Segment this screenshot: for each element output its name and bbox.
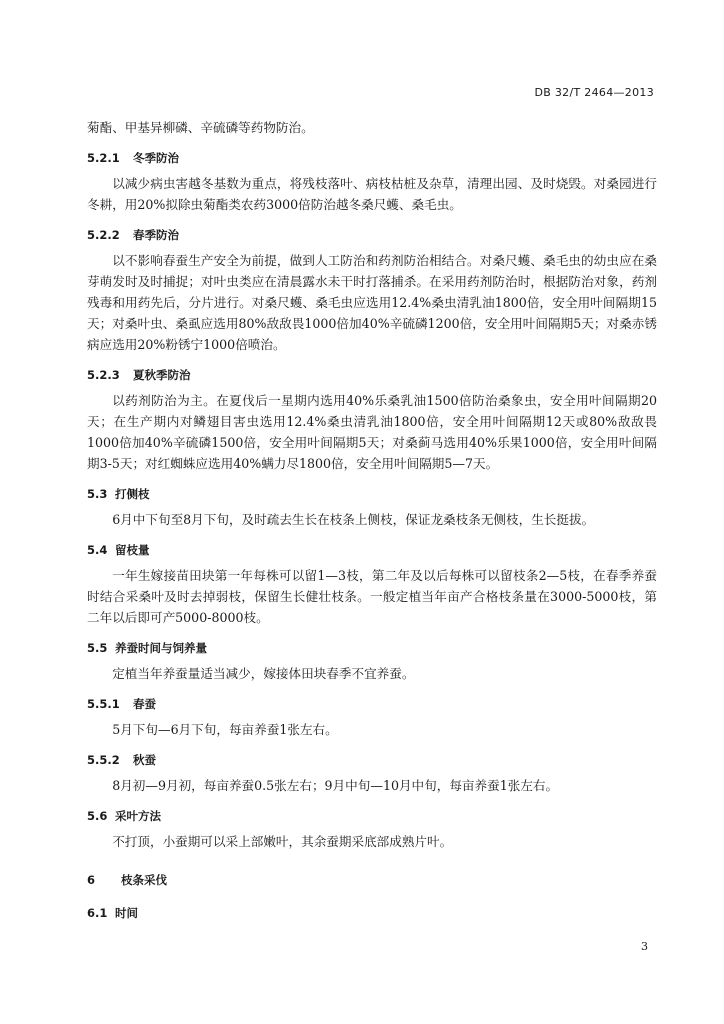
paragraph: 5月下旬—6月下旬，每亩养蚕1张左右。 [112,722,338,737]
section-heading-5-3 [87,484,657,505]
section-heading-5-2-2 [87,225,657,246]
section-number: 5.5.1 [87,697,120,711]
paragraph: 不打顶，小蚕期可以采上部嫩叶，其余蚕期采底部成熟片叶。 [112,834,453,849]
section-title: 养蚕时间与饲养量 [115,641,207,655]
paragraph: 以药剂防治为主。在夏伐后一星期内选用40%乐桑乳油1500倍防治桑象虫，安全用叶间隔期20天；在生产期内对鳞翅目害虫选用12.4%桑虫清乳油1800倍，安全用叶间隔期12天或80%敌敌畏1000倍加40%辛硫磷1500倍，安全用叶间隔期5天；对桑蓟马选用40%乐果1000倍，安全用叶间隔期3-5天；对红蜘蛛应选用40%螨力尽1800倍，安全用叶间隔期5—7天。 [87,393,657,471]
section-number: 6.1 [87,906,108,920]
paragraph: 以不影响春蚕生产安全为前提，做到人工防治和药剂防治相结合。对桑尺蠖、桑毛虫的幼虫应在桑芽萌发时及时捕捉；对叶虫类应在清晨露水未干时打落捕杀。在采用药剂防治时，根据防治对象，药剂残毒和用药先后，分片进行。对桑尺蠖、桑毛虫应选用12.4%桑虫清乳油1800倍，安全用叶间隔期15天；对桑叶虫、桑虱应选用80%敌敌畏1000倍加40%辛硫磷1200倍，安全用叶间隔期5天；对桑赤锈病应选用20%粉锈宁1000倍喷治。 [87,253,657,352]
section-title: 打侧枝 [115,487,150,501]
paragraph: 定植当年养蚕量适当减少，嫁接体田块春季不宜养蚕。 [112,666,415,681]
section-title: 夏秋季防治 [133,368,191,382]
section-heading-6-1 [87,903,657,924]
paragraph: 一年生嫁接苗田块第一年每株可以留1—3枝，第二年及以后每株可以留枝条2—5枝，在春季养蚕时结合采桑叶及时去掉弱枝，保留生长健壮枝条。一般定植当年亩产合格枝条量在3000-5000枝，第二年以后即可产5000-8000枝。 [87,568,657,625]
section-number: 5.3 [87,487,108,501]
section-number: 5.5.2 [87,753,120,767]
section-title: 采叶方法 [115,809,161,823]
section-number: 6 [87,873,96,887]
paragraph: 菊酯、甲基异柳磷、辛硫磷等药物防治。 [87,120,314,135]
document-body [87,117,657,928]
section-heading-5-4 [87,540,657,561]
section-number: 5.6 [87,809,108,823]
section-number: 5.5 [87,641,108,655]
section-heading-5-5-2 [87,750,657,771]
section-heading-6 [87,870,657,891]
paragraph: 6月中下旬至8月下旬，及时疏去生长在枝条上侧枝，保证龙桑枝条无侧枝，生长挺拔。 [112,512,595,527]
section-heading-5-2-1 [87,148,657,169]
section-heading-5-2-3 [87,365,657,386]
paragraph: 8月初—9月初，每亩养蚕0.5张左右；9月中旬—10月中旬，每亩养蚕1张左右。 [112,778,559,793]
section-heading-5-5 [87,638,657,659]
section-number: 5.2.1 [87,151,120,165]
section-title: 枝条采伐 [121,873,167,887]
section-heading-5-5-1 [87,694,657,715]
section-title: 时间 [115,906,138,920]
section-title: 冬季防治 [133,151,179,165]
section-heading-5-6 [87,806,657,827]
section-number: 5.2.2 [87,228,120,242]
section-title: 留枝量 [115,543,150,557]
standard-code-header: DB 32/T 2464—2013 [534,86,654,99]
section-title: 春季防治 [133,228,179,242]
section-title: 秋蚕 [133,753,156,767]
page-number: 3 [641,940,648,953]
section-number: 5.2.3 [87,368,120,382]
section-number: 5.4 [87,543,108,557]
section-title: 春蚕 [133,697,156,711]
paragraph: 以减少病虫害越冬基数为重点，将残枝落叶、病枝枯桩及杂草，清理出园、及时烧毁。对桑园进行冬耕，用20%拟除虫菊酯类农药3000倍防治越冬桑尺蠖、桑毛虫。 [87,176,657,212]
